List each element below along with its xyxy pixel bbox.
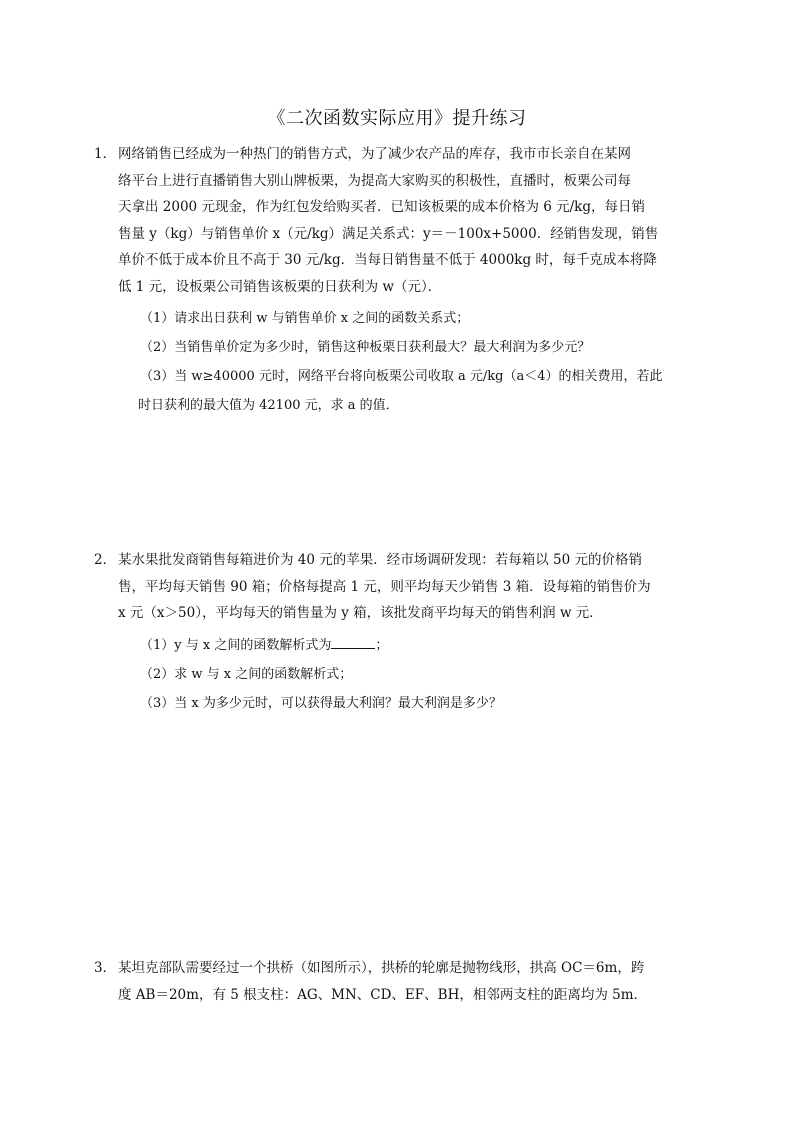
question-1 <box>94 141 678 420</box>
sub-question-1-end: ； <box>375 637 389 653</box>
question-text-line: 网络销售已经成为一种热门的销售方式，为了减少农产品的库存，我市市长亲自在某网 <box>118 146 631 162</box>
question-text-line: 低 1 元，设板栗公司销售该板栗的日获利为 w（元）． <box>118 278 442 295</box>
sub-question-2: （2）求 w 与 x 之间的函数解析式； <box>140 666 353 682</box>
question-text-line: x 元（x＞50），平均每天的销售量为 y 箱，该批发商平均每天的销售利润 w 元． <box>118 605 603 621</box>
sub-question-2: （2）当销售单价定为多少时，销售这种板栗日获利最大？最大利润为多少元？ <box>140 340 591 355</box>
sub-question-3: （3）当 w≥40000 元时，网络平台将向板栗公司收取 a 元/kg（a＜4）的相关费用，若此 <box>140 369 663 384</box>
question-2 <box>94 547 678 718</box>
question-number: 2． <box>94 552 117 568</box>
sub-question-3-continued: 时日获利的最大值为 42100 元，求 a 的值． <box>138 398 399 413</box>
question-text-line: 络平台上进行直播销售大别山牌板栗，为提高大家购买的积极性，直播时，板栗公司每 <box>118 172 631 189</box>
question-text-line: 单价不低于成本价且不高于 30 元/kg．当每日销售量不低于 4000kg 时，每千克成本将降 <box>118 252 657 268</box>
question-text-line: 售，平均每天销售 90 箱；价格每提高 1 元，则平均每天少销售 3 箱．设每箱的销售价为 <box>118 578 651 595</box>
sub-question-1 <box>140 631 678 660</box>
answer-blank[interactable] <box>331 635 375 649</box>
question-number: 1． <box>94 146 117 162</box>
question-number: 3． <box>94 960 117 976</box>
question-text-line: 某水果批发商销售每箱进价为 40 元的苹果．经市场调研发现：若每箱以 50 元的价格销 <box>118 552 643 568</box>
question-text-line: 度 AB＝20m，有 5 根支柱：AG、MN、CD、EF、BH，相邻两支柱的距离均为 5m． <box>118 986 648 1003</box>
sub-question-1-text: （1）y 与 x 之间的函数解析式为 <box>140 637 332 653</box>
question-text-line: 天拿出 2000 元现金，作为红包发给购买者．已知该板栗的成本价格为 6 元/kg，每日销 <box>118 199 645 215</box>
question-text-line: 售量 y（kg）与销售单价 x（元/kg）满足关系式：y＝－100x+5000．经销售发现，销售 <box>118 225 659 242</box>
question-text-line: 某坦克部队需要经过一个拱桥（如图所示），拱桥的轮廓是抛物线形，拱高 OC＝6m，跨 <box>118 960 645 976</box>
document-title: 《二次函数实际应用》提升练习 <box>267 108 527 129</box>
sub-question-1: （1）请求出日获利 w 与销售单价 x 之间的函数关系式； <box>140 311 470 326</box>
sub-question-3: （3）当 x 为多少元时，可以获得最大利润？最大利润是多少？ <box>140 695 502 711</box>
question-3 <box>94 955 678 1008</box>
